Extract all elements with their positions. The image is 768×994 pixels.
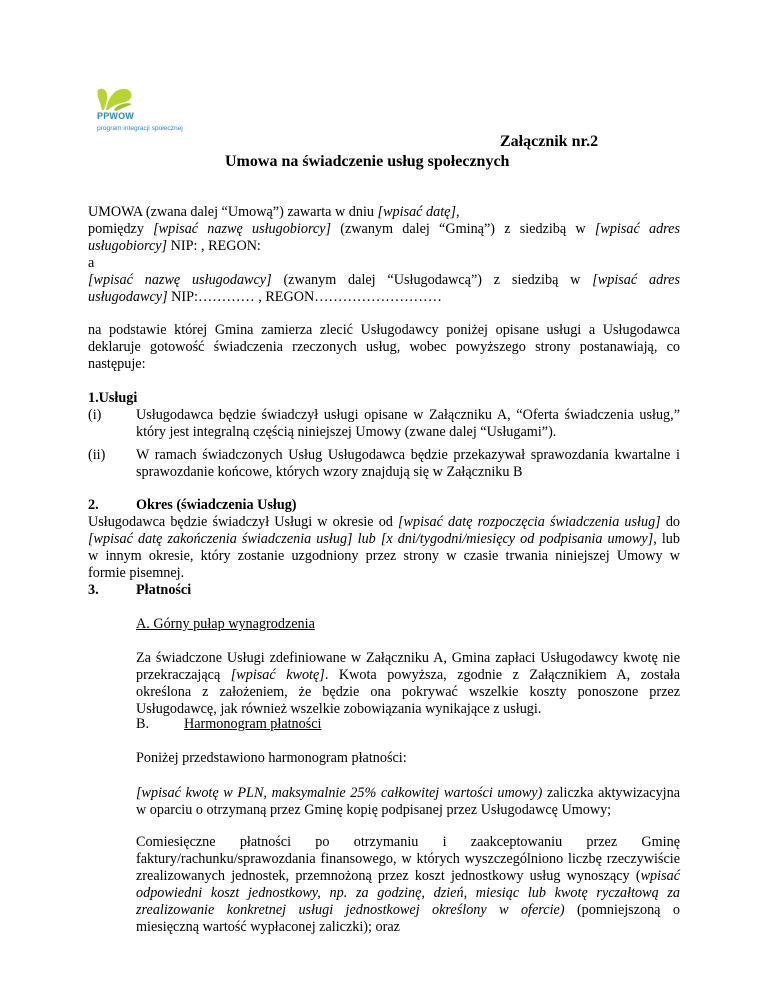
subsection-b-intro: Poniżej przedstawiono harmonogram płatności: — [136, 750, 407, 766]
clause-ii-number: (ii) — [88, 447, 106, 463]
section-1 — [88, 390, 680, 441]
a-line-2: przekraczającą [wpisać kwotę]. Kwota powyższa, zgodnie z Załącznikiem A, została — [136, 667, 681, 683]
section-2-line-2: [wpisać datę zakończenia świadczenia usług] lub [x dni/tygodni/miesięcy od podpisania umowy], lub — [88, 531, 680, 547]
a-line-1: Za świadczone Usługi zdefiniowane w Załączniku A, Gmina zapłaci Usługodawcy kwotę nie — [136, 650, 680, 666]
p2-line-5: zrealizowanie konkretnej usługi jednostkowej określony w ofercie) (pomniejszoną o — [136, 902, 680, 918]
section-2-line-1: Usługodawca będzie świadczył Usługi w okresie od [wpisać datę rozpoczęcia świadczenia usług] do — [88, 514, 681, 530]
section-2-line-3: w innym okresie, który zostanie uzgodniony przez strony w czasie trwania niniejszej Umowy w — [88, 548, 680, 564]
logo-tagline: program integracji społecznej — [97, 125, 183, 132]
section-3-heading: 3. Płatności — [88, 582, 192, 598]
intro-line-1: na podstawie której Gmina zamierza zlecić Usługodawcy poniżej opisane usługi a Usługodawca — [88, 322, 680, 338]
parties-line-6: usługodawcy] NIP:………… , REGON……………………… — [88, 289, 442, 305]
intro-line-2: deklaruje gotowość świadczenia rzeczonych usług, wobec powyższego strony postanawiają, co — [88, 339, 680, 355]
p1-line-1: [wpisać kwotę w PLN, maksymalnie 25% całkowitej wartości umowy) zaliczka aktywizacyjna — [136, 785, 680, 801]
p2-line-6: miesięczną wartość wypłaconej zaliczki); oraz — [136, 919, 400, 935]
parties-line-4: a — [88, 255, 95, 271]
clause-i — [88, 407, 680, 441]
payment-item-1 — [136, 785, 680, 819]
payment-item-2 — [136, 834, 680, 936]
subsection-b-heading: B. Harmonogram płatności — [136, 716, 322, 732]
intro-line-3: następuje: — [88, 356, 146, 372]
p2-line-2: faktury/rachunku/sprawozdania finansowego, w których wyszczególniono liczbę rzeczywiście — [136, 851, 680, 867]
section-1-heading: 1.Usługi — [88, 390, 138, 406]
section-2-heading: 2. Okres (świadczenia Usług) — [88, 497, 297, 513]
clause-i-number: (i) — [88, 407, 102, 423]
p2-line-4: odpowiedni koszt jednostkowy, np. za godzinę, dzień, miesiąc lub kwotę ryczałtową za — [136, 885, 680, 901]
intro-section — [88, 322, 680, 373]
parties-section — [88, 204, 680, 306]
clause-i-line-2: który jest integralną częścią niniejszej Umowy (zwane dalej “Usługami”). — [136, 424, 557, 440]
a-line-3: określona z założeniem, że będzie ona pokrywać wszelkie koszty ponoszone przez — [136, 684, 680, 700]
subsection-a-body — [136, 650, 680, 718]
clause-ii-line-1: W ramach świadczonych Usług Usługodawca będzie przekazywał sprawozdania kwartalne i — [136, 447, 680, 463]
clause-ii — [88, 447, 680, 481]
annex-label: Załącznik nr.2 — [500, 133, 599, 150]
section-2-line-4: formie pisemnej. — [88, 565, 185, 581]
section-2 — [88, 497, 680, 582]
subsection-a-heading: A. Górny pułap wynagrodzenia — [136, 616, 315, 632]
parties-line-2: pomiędzy [wpisać nazwę usługobiorcy] (zwanym dalej “Gminą”) z siedzibą w [wpisać adres — [88, 221, 680, 237]
clause-ii-line-2: sprawozdanie końcowe, których wzory znajdują się w Załączniku B — [136, 464, 523, 480]
p1-line-2: w oparciu o otrzymaną przez Gminę kopię podpisanej przez Usługodawcę Umowy; — [136, 802, 612, 818]
clause-i-line-1: Usługodawca będzie świadczył usługi opisane w Załączniku A, “Oferta świadczenia usług,” — [136, 407, 680, 423]
p2-line-3: zrealizowanych jednostek, przemnożoną przez koszt jednostkowy usług wynoszący (wpisać — [136, 868, 680, 884]
parties-line-3: usługobiorcy] NIP: , REGON: — [88, 238, 261, 254]
p2-line-1: Comiesięczne płatności po otrzymaniu i zaakceptowaniu przez Gminę — [136, 834, 680, 850]
ppwow-logo — [92, 86, 202, 136]
document-title: Umowa na świadczenie usług społecznych — [225, 153, 510, 170]
parties-line-5: [wpisać nazwę usługodawcy] (zwanym dalej “Usługodawcą”) z siedzibą w [wpisać adres — [88, 272, 680, 288]
parties-line-1: UMOWA (zwana dalej “Umową”) zawarta w dniu [wpisać datę], — [88, 204, 460, 220]
logo-wordmark: PPWOW — [97, 111, 134, 121]
a-line-4: Usługodawcę, jak również wszelkie zobowiązania wynikające z usługi. — [136, 701, 542, 717]
